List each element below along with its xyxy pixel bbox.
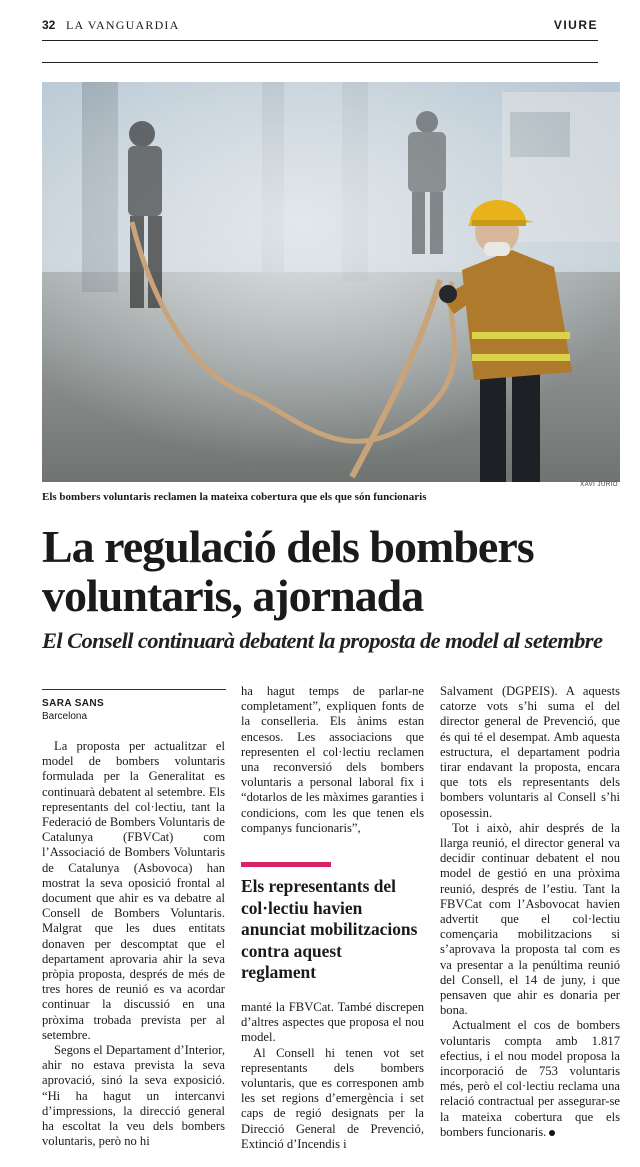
end-of-article-mark	[549, 1130, 555, 1136]
header-rule	[42, 62, 598, 63]
pullquote-accent-bar	[241, 862, 331, 867]
photo-caption: Els bombers voluntaris reclamen la mateixa cobertura que els que són funcionaris	[42, 491, 427, 503]
newspaper-name: LA VANGUARDIA	[66, 18, 180, 32]
body-paragraph: Segons el Departament d’Interior, ahir no estava prevista la seva aprovació, sinó la seva exposició. “Hi ha hagut un intercanvi d’impressions, la direcció general ha escoltat la veu dels bombers voluntaris, però no hi	[42, 1043, 225, 1149]
article-column-1	[42, 739, 225, 1149]
closing-paragraph-text: Actualment el cos de bombers voluntaris compta amb 1.817 efectius, i el nou model proposa la incorporació de 753 voluntaris més, però el col·lectiu reclama una relació contractual per assegurar-se la mateixa cobertura que els bombers funcionaris.	[440, 1018, 620, 1139]
folio-rule	[42, 40, 598, 41]
body-paragraph: manté la FBVCat. També discrepen d’altres aspectes que proposa el nou model.	[241, 1000, 424, 1045]
article-photo	[42, 82, 620, 482]
photo-credit: XAVI JURIO	[580, 482, 618, 488]
page-folio	[42, 14, 598, 36]
pullquote: Els representants del col·lectiu havien anunciat mobilitzacions contra aquest reglament	[241, 876, 418, 982]
article-column-2-top	[241, 684, 424, 836]
byline	[42, 698, 104, 722]
section-name: VIURE	[553, 18, 598, 32]
headline-line-2: voluntaris, ajornada	[42, 570, 424, 621]
author-name: SARA SANS	[42, 698, 105, 709]
article-column-2-bottom	[241, 1000, 424, 1152]
body-paragraph: Al Consell hi tenen vot set representants dels bombers voluntaris, que es corresponen amb les set regions d’emergència i set caps de regió designats per la Direcció General de Prevenció, Extinció d’Incendis i	[241, 1045, 424, 1151]
article-subheadline: El Consell continuarà debatent la proposta de model al setembre	[42, 628, 603, 653]
article-column-3	[440, 684, 620, 1140]
body-paragraph: Salvament (DGPEIS). A aquests catorze vots s’hi suma el del director general de Prevenció, que és qui té el desempat. Amb aquesta estructura, el departament podria tirar endavant la proposta, encara que tots els representants dels bombers voluntaris al Consell s’hi oposessin.	[440, 684, 620, 820]
byline-rule	[42, 689, 226, 690]
headline-line-1: La regulació dels bombers	[42, 521, 534, 572]
page-number: 32	[42, 18, 56, 32]
dateline-location: Barcelona	[42, 711, 88, 722]
body-paragraph: Tot i això, ahir després de la llarga reunió, el director general va decidir continuar debatent el nou model de gestió en una pròxima reunió, després de l’estiu. Tant la FBVCat com l’Asbovocat havien advertit que el col·lectiu començaria mobilitzacions si s’aprovava la proposta tal com es va presentar a la penúltima reunió del Consell, el 14 de juny, i que pensaven que ahir es donaria per bona.	[440, 820, 620, 1018]
body-paragraph: La proposta per actualitzar el model de bombers voluntaris formulada per la Generalitat es continuarà debatent al setembre. Els representants del col·lectiu, tant la Federació de Bombers Voluntaris de Catalunya (FBVCat) com l’Associació de Bombers Voluntaris de Catalunya (Asbovoca) han mostrat la seva oposició frontal al document que ahir es va debatre al Consell de Bombers Voluntaris. Malgrat que les dues entitats donaven per descomptat que el departament aprovaria ahir la seva pròpia proposta, després de més de tres hores de reunió es va acordar continuar la discussió en una pròxima trobada prevista per al setembre.	[42, 739, 225, 1042]
body-paragraph	[440, 1018, 620, 1140]
body-paragraph: ha hagut temps de parlar-ne completament”, expliquen fonts de la conselleria. Els ànims estan encesos. Les associacions que representen el col·lectiu reclamen una reconversió dels bombers voluntaris a personal laboral fix i “dotarlos de les màximes garanties i condicions, com les que tenen els companys funcionaris”,	[241, 684, 424, 835]
article-headline	[42, 522, 622, 620]
